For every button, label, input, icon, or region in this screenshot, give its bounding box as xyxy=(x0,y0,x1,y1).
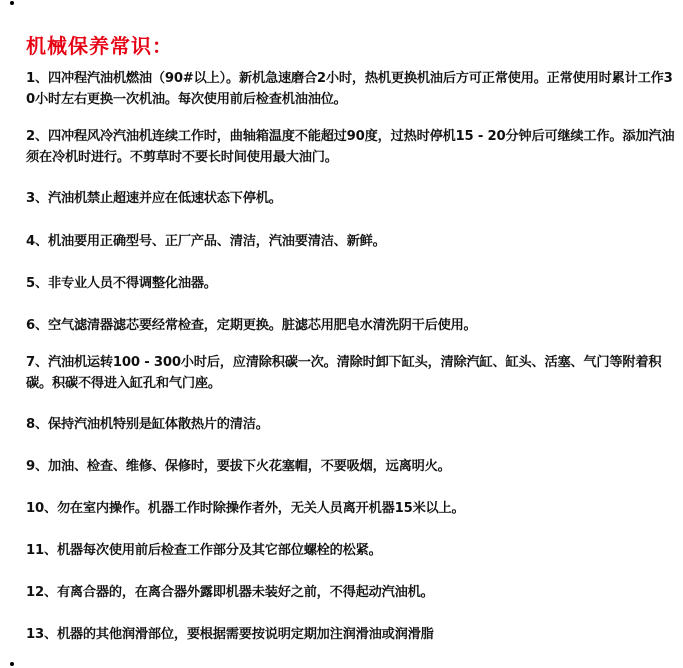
maintenance-item-3: 3、汽油机禁止超速并应在低速状态下停机。 xyxy=(26,191,282,206)
maintenance-item-13: 13、机器的其他润滑部位，要根据需要按说明定期加注润滑油或润滑脂 xyxy=(26,627,434,642)
maintenance-item-6: 6、空气滤清器滤芯要经常检查，定期更换。脏滤芯用肥皂水清洗阴干后使用。 xyxy=(26,318,477,333)
maintenance-item-11: 11、机器每次使用前后检查工作部分及其它部位螺栓的松紧。 xyxy=(26,543,382,558)
maintenance-item-5: 5、非专业人员不得调整化油器。 xyxy=(26,276,217,291)
maintenance-item-9: 9、加油、检查、维修、保修时，要拔下火花塞帽，不要吸烟，远离明火。 xyxy=(26,459,451,474)
maintenance-item-10: 10、勿在室内操作。机器工作时除操作者外，无关人员离开机器15米以上。 xyxy=(26,501,465,516)
maintenance-item-4: 4、机油要用正确型号、正厂产品、清洁，汽油要清洁、新鲜。 xyxy=(26,234,386,249)
maintenance-item-8: 8、保持汽油机特别是缸体散热片的清洁。 xyxy=(26,417,269,432)
document-title: 机械保养常识： xyxy=(26,34,173,58)
list-bullet-bottom xyxy=(10,662,14,666)
maintenance-item-7: 7、汽油机运转100 - 300小时后，应清除积碳一次。清除时卸下缸头，清除汽缸、缸头、活塞、气门等附着积碳。积碳不得进入缸孔和气门座。 xyxy=(26,355,662,391)
maintenance-item-1: 1、四冲程汽油机燃油（90#以上）。新机急速磨合2小时，热机更换机油后方可正常使用。正常使用时累计工作30小时左右更换一次机油。每次使用前后检查机油油位。 xyxy=(26,71,673,107)
maintenance-item-2: 2、四冲程风冷汽油机连续工作时，曲轴箱温度不能超过90度，过热时停机15 - 20分钟后可继续工作。添加汽油须在冷机时进行。不剪草时不要长时间使用最大油门。 xyxy=(26,129,675,165)
maintenance-item-12: 12、有离合器的，在离合器外露即机器未装好之前，不得起动汽油机。 xyxy=(26,585,434,600)
list-bullet-top xyxy=(10,1,14,5)
